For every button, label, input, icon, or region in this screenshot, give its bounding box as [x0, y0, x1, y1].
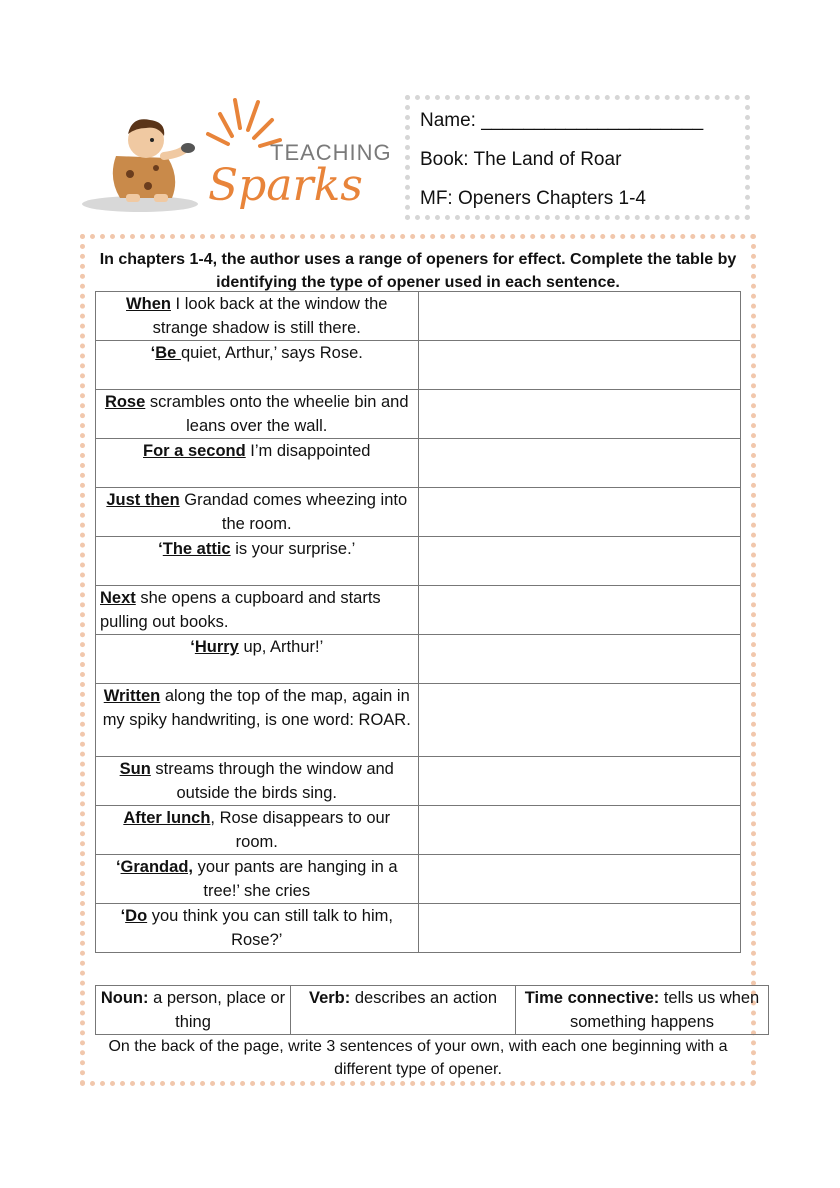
sentence-text: up, Arthur!’ [238, 638, 324, 656]
definition-text: a person, place or thing [148, 989, 286, 1031]
sentence-text: your pants are hanging in a tree!’ she cries [192, 858, 398, 900]
teaching-sparks-logo [80, 98, 395, 218]
opener-word: The attic [162, 540, 231, 558]
table-row [96, 904, 741, 953]
definition-term: Noun: [100, 989, 149, 1007]
sentence-text: you think you can still talk to him, Rose?’ [147, 907, 393, 949]
table-row [96, 292, 741, 341]
sentence-text: she opens a cupboard and starts pulling out books. [100, 589, 381, 631]
sentence-cell [96, 537, 419, 586]
definition-term: Time connective: [524, 989, 660, 1007]
opener-word: When [126, 295, 171, 313]
table-row [96, 537, 741, 586]
definition-text: describes an action [350, 989, 498, 1007]
sentence-cell [96, 904, 419, 953]
sentence-text: Grandad comes wheezing into the room. [179, 491, 408, 533]
svg-text:Sparks: Sparks [208, 160, 363, 211]
answer-cell[interactable] [418, 390, 741, 439]
sentence-text: streams through the window and outside the birds sing. [150, 760, 394, 802]
answer-cell[interactable] [418, 904, 741, 953]
answer-cell[interactable] [418, 537, 741, 586]
definition-term: Verb: [308, 989, 351, 1007]
sentence-cell [96, 806, 419, 855]
opener-word: Hurry [194, 638, 239, 656]
sentence-cell [96, 341, 419, 390]
opener-word: Be [155, 344, 181, 362]
opener-word: For a second [143, 442, 246, 460]
table-row [96, 586, 741, 635]
quote-mark: ‘ [190, 638, 195, 656]
sentence-text: I look back at the window the strange shadow is still there. [152, 295, 388, 337]
quote-mark: ‘ [120, 907, 126, 925]
answer-cell[interactable] [418, 586, 741, 635]
caveman-logo-icon [80, 98, 395, 218]
sentence-text: , Rose disappears to our room. [210, 809, 391, 851]
instructions: In chapters 1-4, the author uses a range of openers for effect. Complete the table by identifying the type of opener used in each sentence. [99, 251, 737, 291]
table-row [96, 390, 741, 439]
answer-cell[interactable] [418, 635, 741, 684]
mf-title: MF: Openers Chapters 1-4 [420, 188, 646, 209]
opener-word: Rose [104, 393, 146, 411]
sentence-cell [96, 757, 419, 806]
sentence-cell [96, 292, 419, 341]
sentence-cell [96, 390, 419, 439]
opener-word: Do [125, 907, 148, 925]
definition-cell [516, 986, 769, 1035]
table-row [96, 341, 741, 390]
answer-cell[interactable] [418, 757, 741, 806]
opener-word: Grandad, [120, 858, 193, 876]
table-row [96, 488, 741, 537]
worksheet-box [80, 234, 760, 1086]
sentence-text: quiet, Arthur,’ says Rose. [180, 344, 363, 362]
table-row [96, 684, 741, 757]
opener-word: Sun [119, 760, 151, 778]
definition-cell [291, 986, 516, 1035]
svg-text:TEACHING: TEACHING [270, 140, 392, 165]
table-row [96, 855, 741, 904]
answer-cell[interactable] [418, 439, 741, 488]
name-field[interactable]: Name: _____________________ [420, 110, 704, 131]
table-row [96, 806, 741, 855]
definitions-table [95, 985, 769, 1035]
opener-word: After lunch [123, 809, 211, 827]
opener-word: Next [100, 589, 136, 607]
answer-cell[interactable] [418, 684, 741, 757]
table-row [96, 635, 741, 684]
sentence-text: scrambles onto the wheelie bin and leans over the wall. [145, 393, 409, 435]
header-info-box [405, 95, 750, 220]
sentence-text: I’m disappointed [245, 442, 371, 460]
quote-mark: ‘ [158, 540, 163, 558]
definition-cell [96, 986, 291, 1035]
sentence-cell [96, 635, 419, 684]
answer-cell[interactable] [418, 806, 741, 855]
sentence-cell [96, 684, 419, 757]
sentence-cell [96, 855, 419, 904]
quote-mark: ‘ [115, 858, 121, 876]
answer-cell[interactable] [418, 292, 741, 341]
answer-cell[interactable] [418, 855, 741, 904]
opener-word: Written [103, 687, 161, 705]
answer-cell[interactable] [418, 341, 741, 390]
sentence-cell [96, 439, 419, 488]
openers-table [95, 291, 741, 953]
quote-mark: ‘ [150, 344, 156, 362]
sentence-text: along the top of the map, again in my spiky handwriting, is one word: ROAR. [102, 687, 411, 729]
footer-instructions: On the back of the page, write 3 sentences of your own, with each one beginning with a different type of opener. [108, 1038, 728, 1078]
opener-word: Just then [106, 491, 180, 509]
table-row [96, 757, 741, 806]
definition-text: tells us when something happens [569, 989, 760, 1031]
answer-cell[interactable] [418, 488, 741, 537]
table-row [96, 439, 741, 488]
book-title: Book: The Land of Roar [420, 149, 622, 170]
sentence-cell [96, 488, 419, 537]
sentence-cell [96, 586, 419, 635]
sentence-text: is your surprise.’ [230, 540, 356, 558]
